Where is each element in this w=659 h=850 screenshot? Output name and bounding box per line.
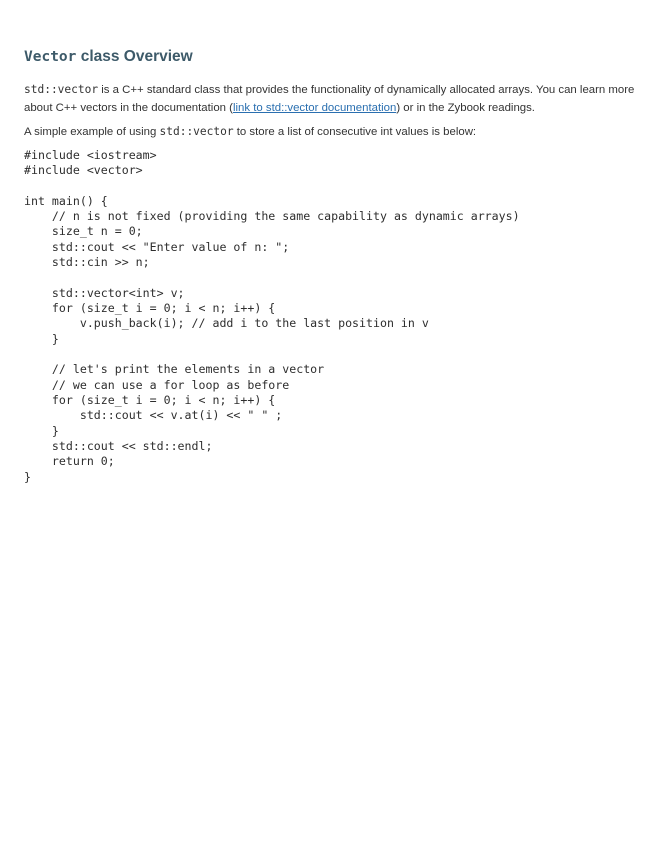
example-text-a: A simple example of using [24,126,160,138]
title-code-term: Vector [24,49,77,65]
page-title [24,47,635,67]
vector-documentation-link[interactable]: link to std::vector documentation [232,101,397,114]
title-text: class Overview [76,48,193,65]
intro-code-term: std::vector [24,83,99,96]
intro-paragraph [24,81,635,117]
code-block: #include <iostream> #include <vector> int main() { // n is not fixed (providing the same capability as dynamic arrays) size_t n = 0; std::cout << "Enter value of n: "; std::cin >> n; std::vector<int> v; for (size_t i = 0; i < n; i++) { v.push_back(i); // add i to the last position in v } // let's print the elements in a vector // we can use a for loop as before for (size_t i = 0; i < n; i++) { std::cout << v.at(i) << " " ; } std::cout << std::endl; return 0; } [24,147,520,484]
example-paragraph [24,123,635,142]
intro-text-a: is a C++ standard class that provides the functionality of dynamically allocated arrays. You can learn more about C++ vectors in the documentation ( [24,84,635,114]
example-code-term: std::vector [159,125,234,138]
intro-text-b: ) or in the Zybook readings. [396,101,535,114]
example-text-b: to store a list of consecutive int values is below: [233,126,477,138]
